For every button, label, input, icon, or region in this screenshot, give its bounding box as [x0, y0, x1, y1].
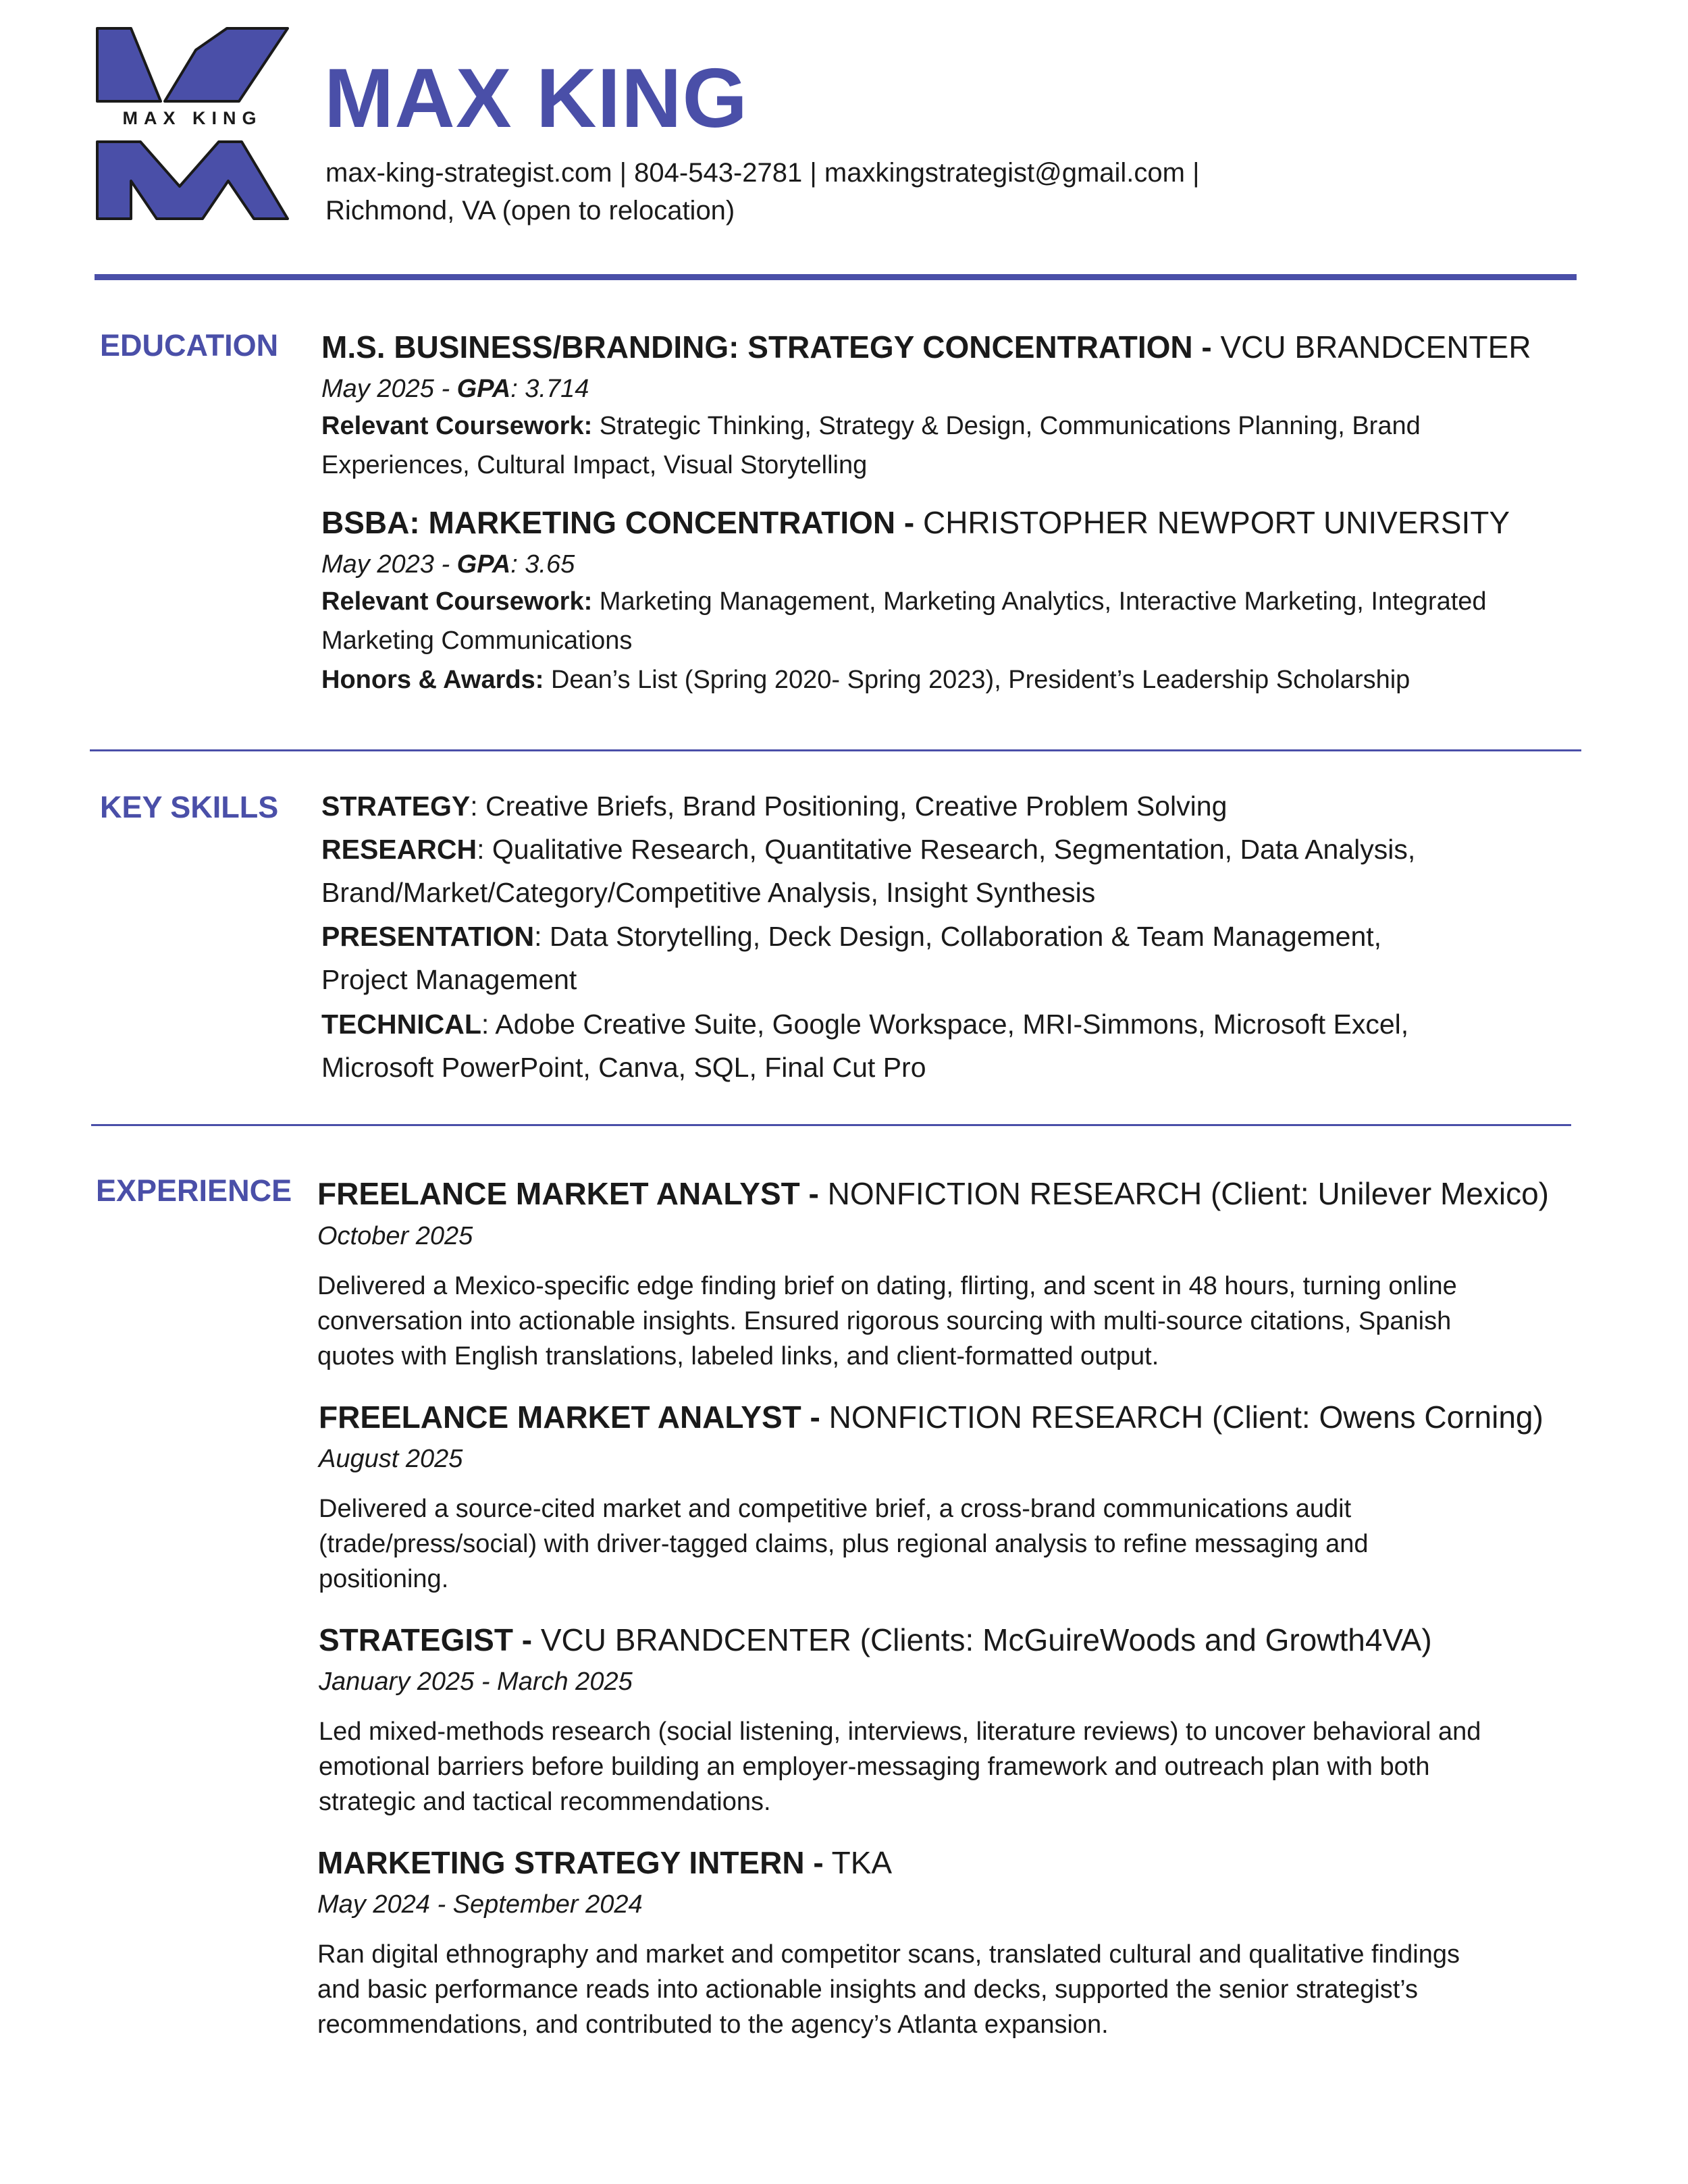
logo-top-right-shape [165, 28, 288, 101]
organization: TKA [831, 1845, 893, 1880]
experience-description: Delivered a source-cited market and competitive brief, a cross-brand communications audit (trade/press/social) with driver-tagged claims, plus regional analysis to refine messaging and positioning. [319, 1495, 1369, 1593]
role: FREELANCE MARKET ANALYST - [319, 1400, 820, 1435]
logo-top-left-shape [97, 28, 161, 101]
section-title-experience: EXPERIENCE [96, 1173, 292, 1208]
experience-date: May 2024 - September 2024 [317, 1890, 643, 1919]
education-date: May 2023 - GPA: 3.65 [321, 550, 575, 579]
skill-group-technical: TECHNICAL: Adobe Creative Suite, Google Workspace, MRI-Simmons, Microsoft Excel, Microsoft PowerPoint, Canva, SQL, Final Cut Pro [321, 1009, 1409, 1083]
gpa-value: : 3.65 [510, 550, 575, 579]
degree: M.S. BUSINESS/BRANDING: STRATEGY CONCENTRATION - [321, 329, 1212, 365]
section-title-education: EDUCATION [100, 328, 279, 363]
skill-group-strategy: STRATEGY: Creative Briefs, Brand Positioning, Creative Problem Solving [321, 791, 1228, 822]
section-divider [91, 1124, 1571, 1126]
skill-group-presentation: PRESENTATION: Data Storytelling, Deck Design, Collaboration & Team Management, Project Management [321, 921, 1382, 995]
school: CHRISTOPHER NEWPORT UNIVERSITY [922, 505, 1510, 540]
education-entry-title [321, 328, 1531, 366]
education-date: May 2025 - GPA: 3.714 [321, 375, 589, 403]
logo-wordmark: MAX KING [122, 108, 263, 128]
organization: VCU BRANDCENTER (Clients: McGuireWoods and Growth4VA) [540, 1622, 1432, 1657]
honors: Dean’s List (Spring 2020- Spring 2023), President’s Leadership Scholarship [550, 666, 1410, 694]
contact-info [325, 154, 1200, 230]
gpa-label: GPA [456, 375, 511, 403]
experience-entry-title [317, 1175, 1549, 1213]
section-title-skills: KEY SKILLS [100, 790, 279, 824]
organization: NONFICTION RESEARCH (Client: Unilever Mexico) [827, 1176, 1549, 1211]
skill-group-research: RESEARCH: Qualitative Research, Quantitative Research, Segmentation, Data Analysis, Brand/Market/Category/Competitive Analysis, Insight Synthesis [321, 834, 1416, 908]
experience-entry-title [319, 1398, 1544, 1436]
organization: NONFICTION RESEARCH (Client: Owens Corning) [828, 1400, 1544, 1435]
school: VCU BRANDCENTER [1220, 329, 1531, 365]
education-entry-title [321, 504, 1510, 541]
contact-line-2: Richmond, VA (open to relocation) [325, 196, 735, 225]
logo-bottom-shape [97, 142, 288, 219]
gpa-value: : 3.714 [510, 375, 589, 403]
experience-description: Ran digital ethnography and market and competitor scans, translated cultural and qualitative findings and basic performance reads into actionable insights and decks, supported the senior strategist’s recommendations, and contributed to the agency’s Atlanta expansion. [317, 1940, 1460, 2039]
experience-date: August 2025 [319, 1445, 463, 1473]
coursework-label: Relevant Coursework: [321, 412, 593, 440]
honors-label: Honors & Awards: [321, 666, 544, 694]
section-divider [90, 749, 1581, 751]
role: MARKETING STRATEGY INTERN - [317, 1845, 824, 1880]
gpa-label: GPA [456, 550, 511, 579]
contact-line-1: max-king-strategist.com | 804-543-2781 | maxkingstrategist@gmail.com | [325, 158, 1200, 188]
coursework: Relevant Coursework: Strategic Thinking, Strategy & Design, Communications Planning, Brand Experiences, Cultural Impact, Visual Storytelling [321, 412, 1421, 479]
role: FREELANCE MARKET ANALYST - [317, 1176, 819, 1211]
experience-description: Led mixed-methods research (social listening, interviews, literature reviews) to uncover behavioral and emotional barriers before building an employer-messaging framework and outreach plan with both strategic and tactical recommendations. [319, 1717, 1481, 1816]
candidate-name: MAX KING [324, 52, 748, 145]
role: STRATEGIST - [319, 1622, 533, 1657]
header-divider [95, 274, 1577, 280]
degree: BSBA: MARKETING CONCENTRATION - [321, 505, 915, 540]
coursework-label: Relevant Coursework: [321, 587, 593, 616]
experience-date: January 2025 - March 2025 [319, 1668, 633, 1696]
experience-entry-title [319, 1621, 1432, 1659]
experience-date: October 2025 [317, 1222, 473, 1250]
experience-description: Delivered a Mexico-specific edge finding brief on dating, flirting, and scent in 48 hours, turning online conversation into actionable insights. Ensured rigorous sourcing with multi-source citations, Spanish quotes with English translations, labeled links, and client-formatted output. [317, 1272, 1457, 1370]
coursework: Relevant Coursework: Marketing Management, Marketing Analytics, Interactive Marketing, Integrated Marketing Communications Honors & Awards: Dean’s List (Spring 2020- Spring 2023), President’s Leadership Scholarship [321, 587, 1487, 694]
experience-entry-title [317, 1844, 892, 1882]
